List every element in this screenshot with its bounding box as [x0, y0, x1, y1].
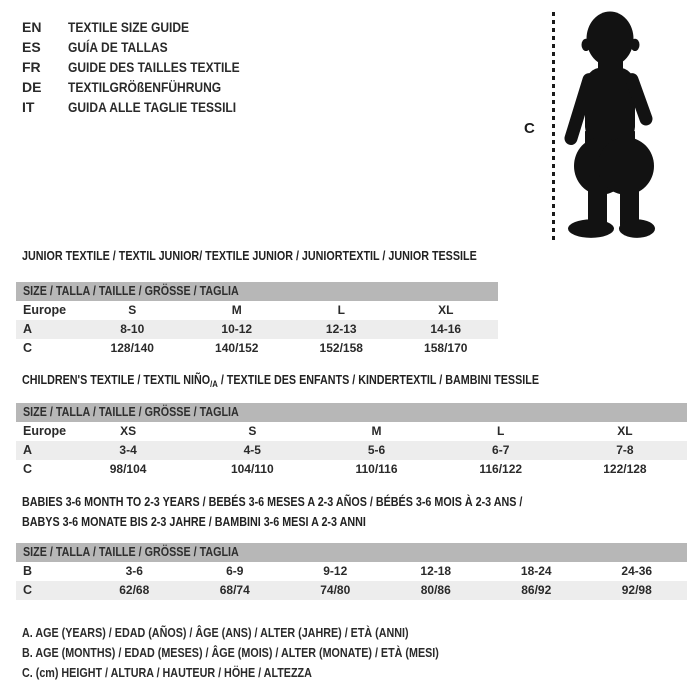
row-label: Europe: [23, 424, 67, 438]
size-header-label: SIZE / TALLA / TAILLE / GRÖSSE / TAGLIA: [23, 405, 239, 419]
language-row-fr: [22, 57, 268, 77]
row-label: Europe: [23, 303, 67, 317]
age-cell: 14-16: [430, 322, 462, 336]
age-cell: 4-5: [243, 443, 261, 457]
row-label: A: [23, 443, 33, 457]
age-cell: 12-13: [325, 322, 357, 336]
babies-section-title-line1: BABIES 3-6 MONTH TO 2-3 YEARS / BEBÉS 3-6 MESES A 2-3 AÑOS / BÉBÉS 3-6 MOIS À 2-3 ANS /: [22, 495, 523, 509]
footnote-b: B. AGE (MONTHS) / EDAD (MESES) / ÂGE (MOIS) / ALTER (MONATE) / ETÀ (MESI): [22, 646, 439, 660]
height-cell: 128/140: [110, 341, 154, 355]
age-cell: 8-10: [120, 322, 145, 336]
size-cell: L: [337, 303, 345, 317]
height-cell: 80/86: [420, 583, 451, 597]
language-row-de: [22, 77, 246, 97]
size-header-label: SIZE / TALLA / TAILLE / GRÖSSE / TAGLIA: [23, 545, 239, 559]
table-row-age-months: [16, 562, 687, 581]
children-section-title: [22, 372, 539, 392]
table-row-height-cm: [16, 581, 687, 600]
babies-size-table: [16, 543, 687, 600]
age-cell: 3-4: [119, 443, 137, 457]
height-cell: 98/104: [109, 462, 147, 476]
table-row-age-years: [16, 441, 687, 460]
height-cell: 152/158: [319, 341, 363, 355]
height-cell: 116/122: [479, 462, 523, 476]
size-cell: S: [248, 424, 257, 438]
size-header-bar: [16, 403, 687, 422]
age-cell: 3-6: [125, 564, 143, 578]
language-label: GUÍA DE TALLAS: [68, 39, 168, 55]
age-cell: 24-36: [621, 564, 653, 578]
size-cell: M: [231, 303, 242, 317]
row-label: A: [23, 322, 33, 336]
size-cell: XL: [438, 303, 454, 317]
age-cell: 6-9: [226, 564, 244, 578]
children-title-rest: / TEXTILE DES ENFANTS / KINDERTEXTIL / BAMBINI TESSILE: [217, 373, 539, 387]
size-header-bar: [16, 282, 498, 301]
size-cell: XS: [120, 424, 137, 438]
size-cell: S: [128, 303, 137, 317]
height-marker-label: C: [524, 120, 535, 137]
age-cell: 6-7: [492, 443, 510, 457]
age-cell: 9-12: [323, 564, 348, 578]
height-cell: 140/152: [215, 341, 259, 355]
language-label: TEXTILGRÖßENFÜHRUNG: [68, 79, 222, 95]
language-code: FR: [22, 59, 41, 75]
language-label: GUIDA ALLE TAGLIE TESSILI: [68, 99, 237, 115]
age-cell: 10-12: [221, 322, 253, 336]
language-code: EN: [22, 19, 42, 35]
toddler-silhouette-icon: [558, 10, 660, 244]
row-label: C: [23, 462, 33, 476]
language-code: IT: [22, 99, 35, 115]
size-cell: M: [371, 424, 382, 438]
children-title-main: CHILDREN'S TEXTILE / TEXTIL NIÑO: [22, 373, 211, 387]
height-cell: 92/98: [621, 583, 652, 597]
junior-section-title: JUNIOR TEXTILE / TEXTIL JUNIOR/ TEXTILE JUNIOR / JUNIORTEXTIL / JUNIOR TESSILE: [22, 249, 477, 263]
children-title-subscript: /A: [210, 379, 218, 389]
size-header-label: SIZE / TALLA / TAILLE / GRÖSSE / TAGLIA: [23, 284, 239, 298]
footnote-a: A. AGE (YEARS) / EDAD (AÑOS) / ÂGE (ANS) / ALTER (JAHRE) / ETÀ (ANNI): [22, 626, 409, 640]
table-row-height-cm: [16, 460, 687, 479]
language-label: TEXTILE SIZE GUIDE: [68, 19, 190, 35]
table-row-europe: [16, 301, 498, 320]
height-cell: 68/74: [219, 583, 250, 597]
table-row-europe: [16, 422, 687, 441]
height-cell: 62/68: [119, 583, 150, 597]
size-header-bar: [16, 543, 687, 562]
row-label: C: [23, 583, 33, 597]
language-code: DE: [22, 79, 42, 95]
language-label: GUIDE DES TAILLES TEXTILE: [68, 59, 240, 75]
junior-size-table: [16, 282, 498, 358]
age-cell: 18-24: [520, 564, 552, 578]
height-cell: 86/92: [521, 583, 552, 597]
row-label: B: [23, 564, 33, 578]
footnote-c: C. (cm) HEIGHT / ALTURA / HAUTEUR / HÖHE / ALTEZZA: [22, 666, 312, 680]
age-cell: 7-8: [616, 443, 634, 457]
height-cell: 110/116: [355, 462, 398, 476]
height-measure-line: [552, 12, 555, 242]
children-size-table: [16, 403, 687, 479]
language-row-es: [22, 37, 184, 57]
row-label: C: [23, 341, 33, 355]
table-row-age-years: [16, 320, 498, 339]
height-cell: 158/170: [424, 341, 468, 355]
language-code: ES: [22, 39, 41, 55]
size-cell: XL: [617, 424, 633, 438]
age-cell: 5-6: [367, 443, 386, 457]
height-cell: 104/110: [230, 462, 274, 476]
age-cell: 12-18: [420, 564, 452, 578]
height-cell: 74/80: [320, 583, 351, 597]
babies-section-title-line2: BABYS 3-6 MONATE BIS 2-3 JAHRE / BAMBINI 3-6 MESI A 2-3 ANNI: [22, 515, 366, 529]
table-row-height-cm: [16, 339, 498, 358]
language-row-it: [22, 97, 263, 117]
size-cell: L: [497, 424, 505, 438]
language-row-en: [22, 17, 209, 37]
height-cell: 122/128: [603, 462, 647, 476]
